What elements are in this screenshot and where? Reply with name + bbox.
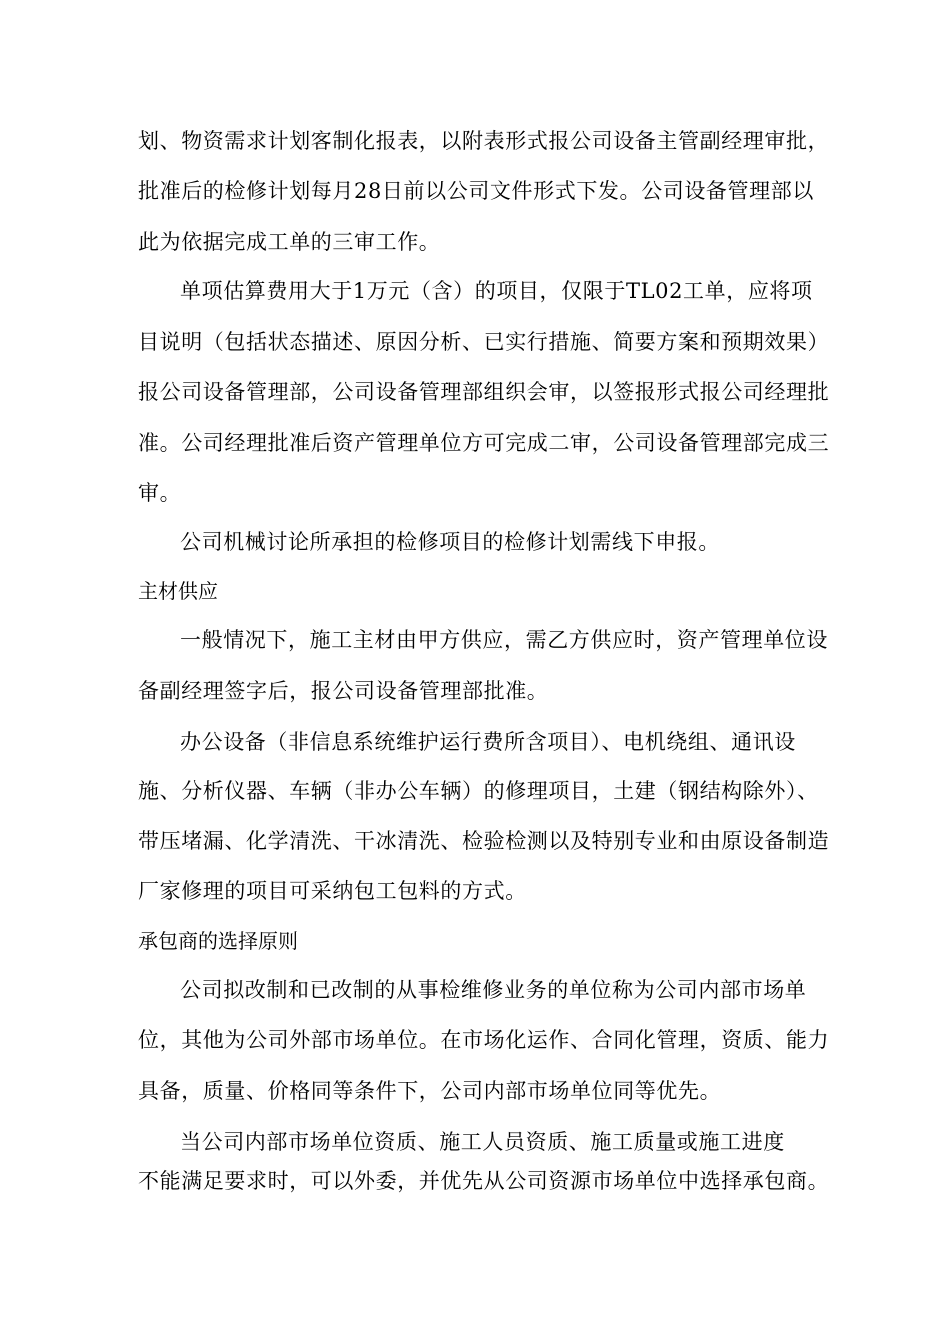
paragraph-5-line-2: 施、分析仪器、车辆（非办公车辆）的修理项目，土建（钢结构除外）、 [138,779,819,803]
paragraph-2-line-3: 报公司设备管理部，公司设备管理部组织会审，以签报形式报公司经理批 [138,380,830,404]
section-heading-main-material-supply: 主材供应 [138,579,218,603]
paragraph-6-line-1: 公司拟改制和已改制的从事检维修业务的单位称为公司内部市场单 [180,978,807,1002]
paragraph-1-line-1: 划、物资需求计划客制化报表，以附表形式报公司设备主管副经理审批， [138,129,830,153]
paragraph-4-line-2: 备副经理签字后，报公司设备管理部批准。 [138,679,549,703]
paragraph-5-line-1: 办公设备（非信息系统维护运行费所含项目）、电机绕组、通讯设 [180,730,796,754]
paragraph-6-line-2: 位，其他为公司外部市场单位。在市场化运作、合同化管理，资质、能力 [138,1028,830,1052]
paragraph-5-line-4: 厂家修理的项目可采纳包工包料的方式。 [138,879,527,903]
paragraph-2-line-2: 目说明（包括状态描述、原因分析、已实行措施、简要方案和预期效果） [138,330,830,354]
paragraph-2-line-5: 审。 [138,481,182,505]
paragraph-4-line-1: 一般情况下，施工主材由甲方供应，需乙方供应时，资产管理单位设 [180,628,828,652]
paragraph-1-line-3: 此为依据完成工单的三审工作。 [138,230,441,254]
paragraph-7-line-1: 当公司内部市场单位资质、施工人员资质、施工质量或施工进度 [180,1130,785,1154]
paragraph-3-line-1: 公司机械讨论所承担的检修项目的检修计划需线下申报。 [180,530,720,554]
paragraph-7-line-2: 不能满足要求时，可以外委，并优先从公司资源市场单位中选择承包商。 [138,1169,830,1193]
paragraph-1-line-2: 批准后的检修计划每月28日前以公司文件形式下发。公司设备管理部以 [138,179,814,203]
paragraph-5-line-3: 带压堵漏、化学清洗、干冰清洗、检验检测以及特别专业和由原设备制造 [138,829,830,853]
section-heading-contractor-selection: 承包商的选择原则 [138,929,298,953]
paragraph-6-line-3: 具备，质量、价格同等条件下，公司内部市场单位同等优先。 [138,1079,722,1103]
paragraph-2-line-1: 单项估算费用大于1万元（含）的项目，仅限于TL02工单，应将项 [180,279,813,303]
paragraph-2-line-4: 准。公司经理批准后资产管理单位方可完成二审，公司设备管理部完成三 [138,431,830,455]
